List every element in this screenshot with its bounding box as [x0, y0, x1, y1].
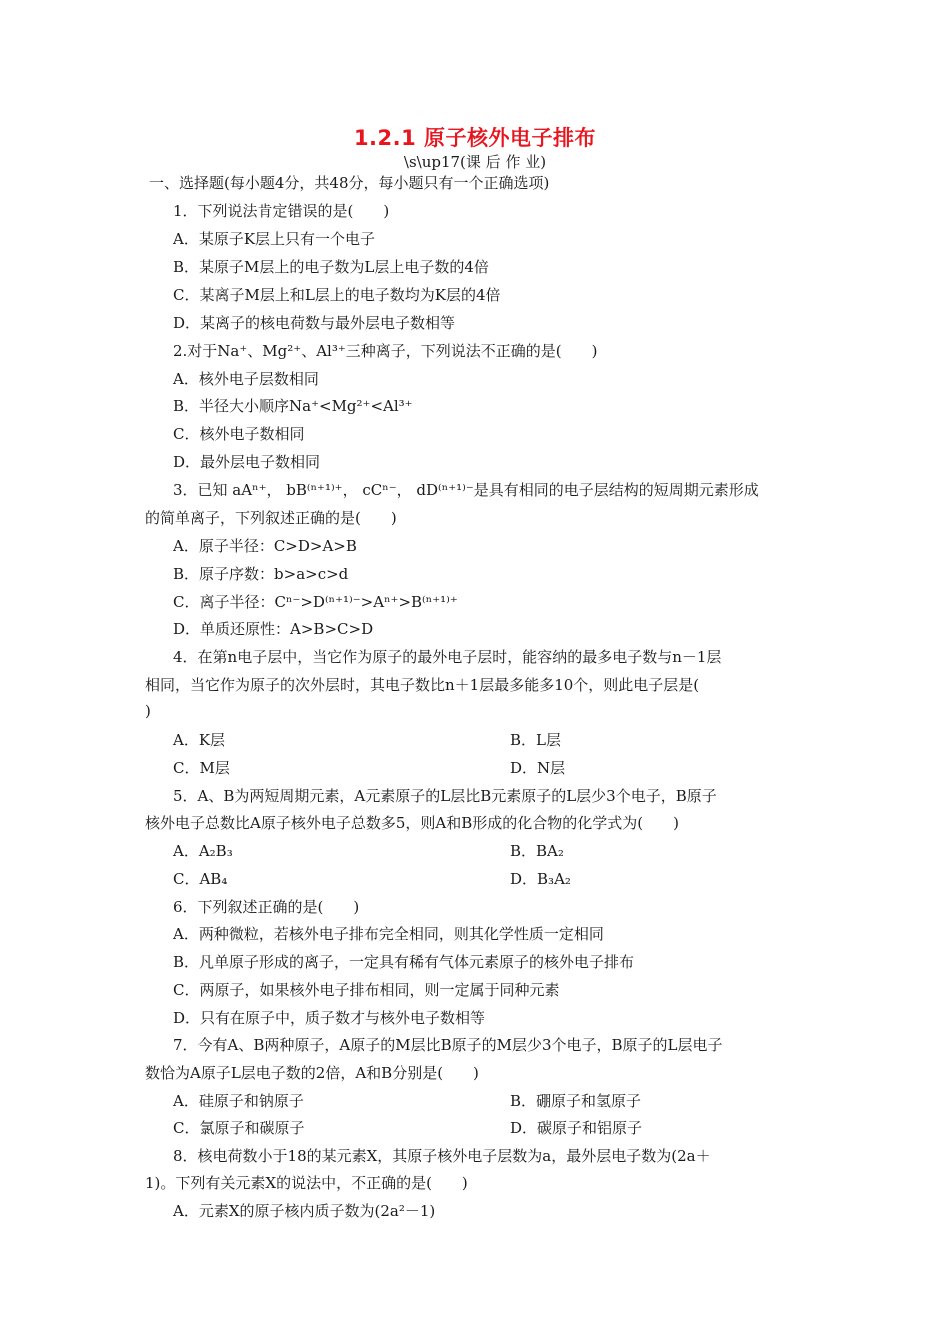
question-8-stem-line-1: 8．核电荷数小于18的某元素X，其原子核外电子层数为a，最外层电子数为(2a＋ — [173, 1147, 711, 1165]
question-6-option-d: D．只有在原子中，质子数才与核外电子数相等 — [173, 1009, 486, 1027]
question-4-stem-line-3: ) — [145, 702, 151, 720]
question-1-option-d: D．某离子的核电荷数与最外层电子数相等 — [173, 314, 456, 332]
question-6-option-a: A．两种微粒，若核外电子排布完全相同，则其化学性质一定相同 — [173, 925, 604, 943]
question-3-option-d: D．单质还原性：A>B>C>D — [173, 620, 374, 638]
question-3-option-c: C．离子半径：Cⁿ⁻>D⁽ⁿ⁺¹⁾⁻>Aⁿ⁺>B⁽ⁿ⁺¹⁾⁺ — [173, 593, 458, 611]
subtitle: \s\up17(课 后 作 业) — [403, 153, 547, 171]
question-7-option-b: B．硼原子和氢原子 — [510, 1092, 642, 1110]
question-2-option-b: B．半径大小顺序Na⁺<Mg²⁺<Al³⁺ — [173, 397, 413, 415]
question-1-stem: 1．下列说法肯定错误的是( ) — [173, 202, 390, 220]
question-5-stem-line-2: 核外电子总数比A原子核外电子总数多5，则A和B形成的化合物的化学式为( ) — [145, 814, 679, 832]
question-4-option-b: B．L层 — [510, 731, 561, 749]
question-6-option-c: C．两原子，如果核外电子排布相同，则一定属于同种元素 — [173, 981, 560, 999]
question-2-option-d: D．最外层电子数相同 — [173, 453, 321, 471]
question-8-option-a: A．元素X的原子核内质子数为(2a²－1) — [173, 1202, 436, 1220]
section-heading: 一、选择题(每小题4分，共48分，每小题只有一个正确选项) — [149, 174, 550, 192]
question-5-stem-line-1: 5．A、B为两短周期元素，A元素原子的L层比B元素原子的L层少3个电子，B原子 — [173, 787, 717, 805]
page-title: 1.2.1 原子核外电子排布 — [353, 126, 597, 150]
question-4-option-a: A．K层 — [173, 731, 226, 749]
question-2-stem: 2.对于Na⁺、Mg²⁺、Al³⁺三种离子，下列说法不正确的是( ) — [173, 342, 598, 360]
question-2-option-c: C．核外电子数相同 — [173, 425, 305, 443]
question-4-stem-line-2: 相同，当它作为原子的次外层时，其电子数比n＋1层最多能多10个，则此电子层是( — [145, 676, 700, 694]
question-4-option-c: C．M层 — [173, 759, 230, 777]
question-4-stem-line-1: 4．在第n电子层中，当它作为原子的最外电子层时，能容纳的最多电子数与n－1层 — [173, 648, 722, 666]
question-3-option-a: A．原子半径：C>D>A>B — [173, 537, 357, 555]
question-7-option-a: A．硅原子和钠原子 — [173, 1092, 304, 1110]
question-5-option-a: A．A₂B₃ — [173, 842, 233, 860]
question-6-stem: 6．下列叙述正确的是( ) — [173, 898, 360, 916]
question-5-option-b: B．BA₂ — [510, 842, 564, 860]
question-7-option-c: C．氯原子和碳原子 — [173, 1119, 305, 1137]
question-5-option-c: C．AB₄ — [173, 870, 228, 888]
question-1-option-a: A．某原子K层上只有一个电子 — [173, 230, 376, 248]
question-3-option-b: B．原子序数：b>a>c>d — [173, 565, 349, 583]
question-7-stem-line-1: 7．今有A、B两种原子，A原子的M层比B原子的M层少3个电子，B原子的L层电子 — [173, 1036, 723, 1054]
question-1-option-b: B．某原子M层上的电子数为L层上电子数的4倍 — [173, 258, 489, 276]
question-4-option-d: D．N层 — [510, 759, 566, 777]
question-8-stem-line-2: 1)。下列有关元素X的说法中，不正确的是( ) — [145, 1174, 468, 1192]
question-5-option-d: D．B₃A₂ — [510, 870, 571, 888]
question-3-stem-line-1: 3．已知 aAⁿ⁺， bB⁽ⁿ⁺¹⁾⁺， cCⁿ⁻， dD⁽ⁿ⁺¹⁾⁻是具有相同的电子层结构的短周期元素形成 — [173, 481, 759, 499]
question-2-option-a: A．核外电子层数相同 — [173, 370, 319, 388]
question-1-option-c: C．某离子M层上和L层上的电子数均为K层的4倍 — [173, 286, 501, 304]
question-6-option-b: B．凡单原子形成的离子，一定具有稀有气体元素原子的核外电子排布 — [173, 953, 635, 971]
question-7-stem-line-2: 数恰为A原子L层电子数的2倍，A和B分别是( ) — [145, 1064, 479, 1082]
question-3-stem-line-2: 的简单离子，下列叙述正确的是( ) — [145, 509, 397, 527]
question-7-option-d: D．碳原子和铝原子 — [510, 1119, 643, 1137]
